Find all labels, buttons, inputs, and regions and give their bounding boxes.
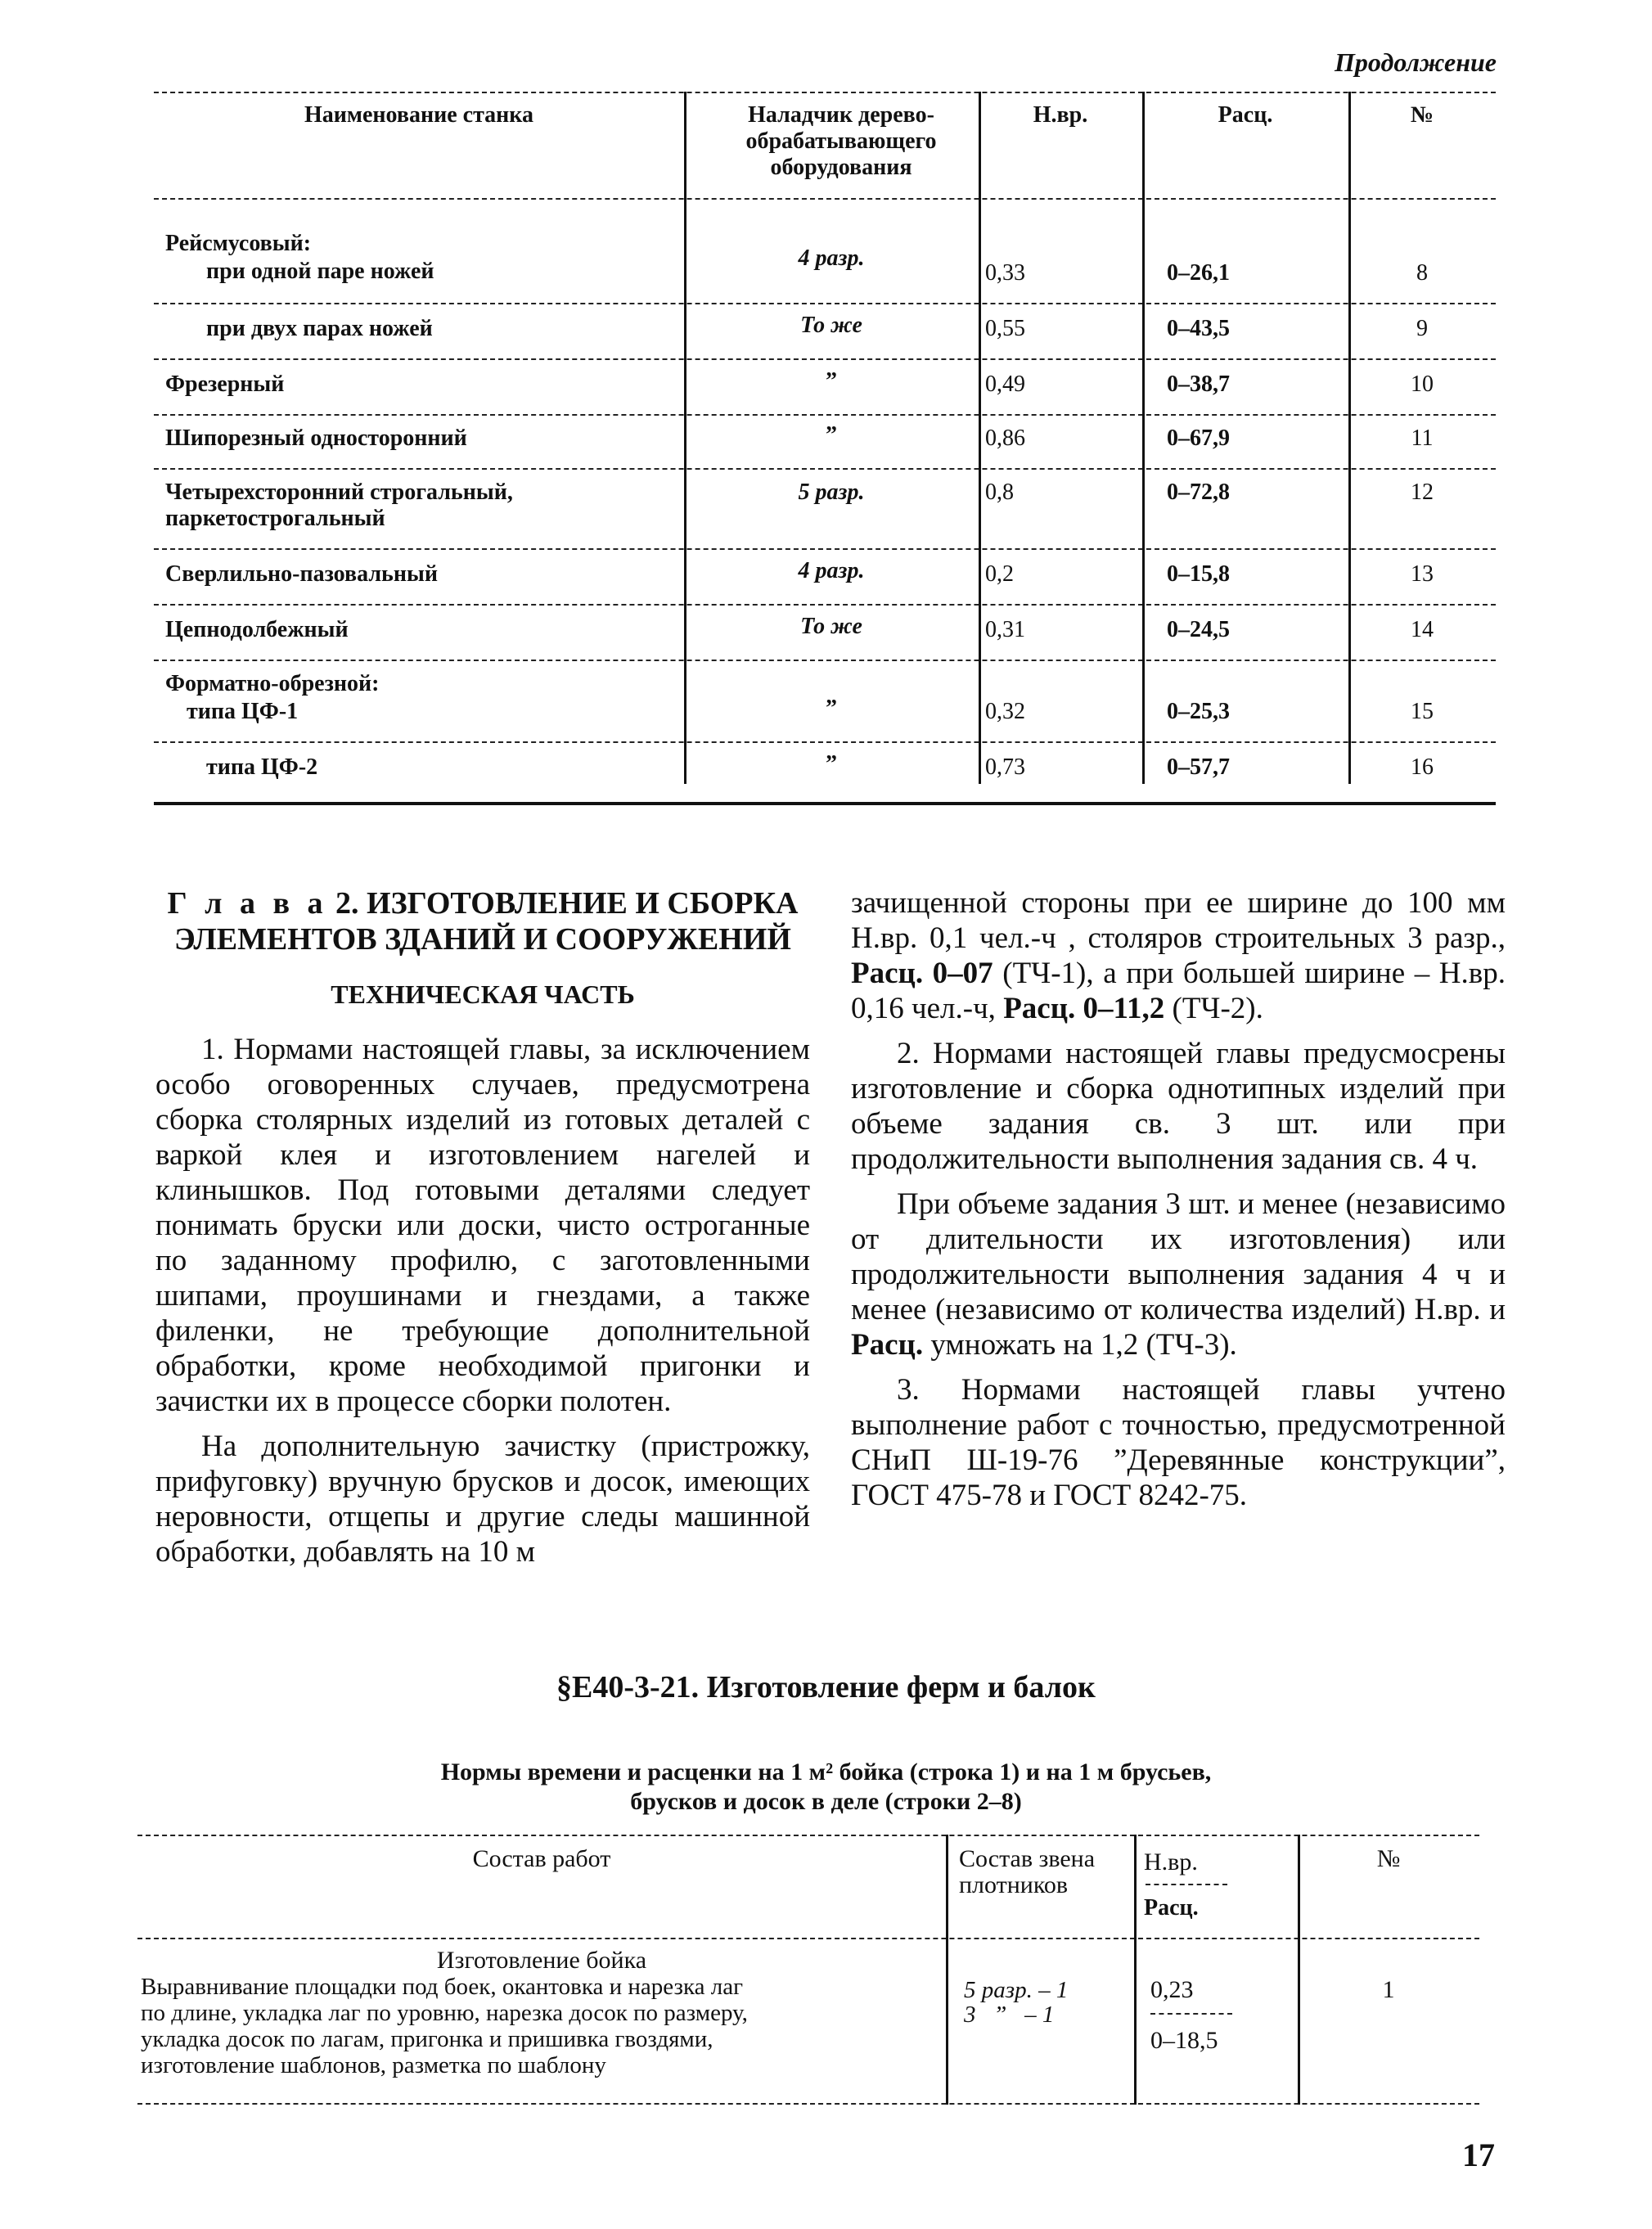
row-nvr: 0,55 — [985, 316, 1025, 341]
table-rule — [154, 92, 1496, 93]
row-nvr: 0,49 — [985, 372, 1025, 397]
text-run: умножать на 1,2 (ТЧ-3). — [923, 1328, 1237, 1362]
row-nvr: 0,33 — [985, 260, 1025, 286]
paragraph: 1. Нормами настоящей главы, за исключением особо оговоренных случаев, предусмотрена сборка столярных изделий из готовых деталей с варкой клея и изготовлением нагелей и клинышков. Под готовыми деталями следует понимать бруски или доски, чисто остроганные по заданному профилю, с заготовленными шипами, проушинами и гнездами, а также филенки, не требующие дополнительной обработки, кроме необходимой пригонки и зачистки их в процессе сборки полотен. — [155, 1033, 810, 1418]
row-nvr: 0,8 — [985, 480, 1014, 505]
works-row-line: изготовление шаблонов, разметка по шаблону — [141, 2052, 606, 2078]
text-run: При объеме задания 3 шт. и менее (независимо от длительности их изготовления) или продолжительности выполнения задания 4 ч и менее (независимо от количества изделий) Н.вр. и — [851, 1187, 1506, 1326]
section-subtitle-line2: брусков и досок в деле (строки 2–8) — [630, 1788, 1022, 1815]
table-rule — [137, 2103, 1479, 2105]
left-column — [155, 885, 810, 1579]
crew-line: 3 ” – 1 — [964, 2002, 1055, 2028]
row-worker: ” — [826, 751, 837, 777]
row-no: 13 — [1411, 561, 1434, 587]
paragraph: 2. Нормами настоящей главы предусмосрены изготовление и сборка однотипных изделий при объеме задания св. 3 шт. или при продолжительности выполнения задания св. 4 ч. — [851, 1037, 1506, 1176]
row-worker: ” — [826, 368, 837, 394]
fraction-rule — [1150, 2013, 1232, 2015]
row-rasc: 0–72,8 — [1167, 480, 1230, 505]
text-run: зачищенной стороны при ее ширине до 100 мм Н.вр. 0,1 чел.-ч , столяров строительных 3 разр., — [851, 886, 1506, 955]
section-subtitle — [0, 1758, 1652, 1817]
row-name: Цепнодолбежный — [165, 617, 349, 642]
chapter-title-line2: ЭЛЕМЕНТОВ ЗДАНИЙ И СООРУЖЕНИЙ — [174, 922, 791, 957]
right-column — [851, 885, 1506, 1523]
header-rasc: Расц. — [1218, 102, 1273, 128]
header-worker: Наладчик дерево- обрабатывающего оборудования — [745, 102, 937, 180]
column-divider — [1298, 1835, 1300, 2105]
works-row-line: укладка досок по лагам, пригонка и пришивка гвоздями, — [141, 2026, 713, 2052]
row-rasc: 0–67,9 — [1167, 426, 1230, 451]
header-no: № — [1376, 1845, 1401, 1872]
continuation-label: Продолжение — [1335, 47, 1497, 77]
row-name: Сверлильно-пазовальный — [165, 561, 438, 587]
machine-table — [154, 82, 1496, 810]
row-name: Форматно-обрезной: — [165, 671, 380, 696]
header-crew: Состав звена плотников — [959, 1845, 1096, 1898]
chapter-title-line1: 2. ИЗГОТОВЛЕНИЕ И СБОРКА — [335, 886, 799, 921]
row-rasc: 0–38,7 — [1167, 372, 1230, 397]
table-rule — [154, 198, 1496, 200]
row-no: 15 — [1411, 699, 1434, 724]
row-name: при двух парах ножей — [206, 316, 433, 341]
row-nvr: 0,23 — [1150, 1976, 1194, 2003]
header-rasc: Расц. — [1144, 1895, 1199, 1921]
row-no: 12 — [1411, 480, 1434, 505]
paragraph — [851, 885, 1506, 1026]
header-name: Наименование станка — [304, 102, 534, 128]
row-nvr: 0,86 — [985, 426, 1025, 451]
row-rasc: 0–24,5 — [1167, 617, 1230, 642]
rate-ref: Расц. — [851, 1328, 924, 1362]
row-nvr: 0,73 — [985, 754, 1025, 780]
table-rule — [137, 1938, 1479, 1939]
works-row-title: Изготовление бойка — [436, 1947, 647, 1974]
table-rule — [154, 358, 1496, 360]
row-no: 14 — [1411, 617, 1434, 642]
row-nvr: 0,31 — [985, 617, 1025, 642]
table-rule — [154, 414, 1496, 416]
row-worker: ” — [826, 696, 837, 721]
row-rasc: 0–25,3 — [1167, 699, 1230, 724]
row-worker: То же — [800, 614, 862, 639]
section-title: §Е40-3-21. Изготовление ферм и балок — [556, 1670, 1096, 1704]
paragraph: На дополнительную зачистку (пристрожку, прифуговку) вручную брусков и досок, имеющих неровности, отщепы и другие следы машинной обработки, добавлять на 10 м — [155, 1430, 810, 1569]
row-name: Фрезерный — [165, 372, 285, 397]
header-no: № — [1410, 102, 1434, 128]
works-row-line: по длине, укладка лаг по уровню, нарезка досок по размеру, — [141, 2000, 748, 2026]
row-name: Шипорезный односторонний — [165, 426, 467, 451]
section-subtitle-line1: Нормы времени и расценки на 1 м² бойка (строка 1) и на 1 м брусьев, — [440, 1758, 1212, 1785]
row-nvr: 0,2 — [985, 561, 1014, 587]
row-no: 10 — [1411, 372, 1434, 397]
row-name: Четырехсторонний строгальный, — [165, 480, 513, 505]
row-no: 1 — [1382, 1976, 1395, 2003]
works-table — [137, 1833, 1479, 2087]
paragraph: 3. Нормами настоящей главы учтено выполнение работ с точностью, предусмотренной СНиП Ш-19-76 ”Деревянные конструкции”, ГОСТ 475-78 и ГОСТ 8242-75. — [851, 1373, 1506, 1512]
row-name-detail: при одной паре ножей — [206, 259, 434, 284]
row-rasc: 0–18,5 — [1150, 2027, 1218, 2054]
rate-ref: Расц. 0–07 — [851, 957, 993, 990]
row-name-detail: типа ЦФ-1 — [187, 699, 299, 724]
table-rule — [154, 303, 1496, 304]
fraction-rule — [1146, 1884, 1227, 1885]
column-divider — [979, 92, 981, 784]
text-run: (ТЧ-1), а при большей ширине – Н.вр. 0,16 чел.-ч, — [851, 957, 1506, 1025]
column-divider — [1142, 92, 1145, 784]
header-nvr: Н.вр. — [1033, 102, 1088, 128]
crew-line: 5 разр. – 1 — [964, 1977, 1069, 2003]
row-worker: 4 разр. — [798, 245, 865, 271]
table-rule — [154, 741, 1496, 743]
row-rasc: 0–57,7 — [1167, 754, 1230, 780]
column-divider — [946, 1835, 948, 2105]
row-no: 11 — [1411, 426, 1434, 451]
row-rasc: 0–26,1 — [1167, 260, 1230, 286]
row-name: Рейсмусовый: — [165, 231, 312, 256]
table-bottom-rule — [154, 802, 1496, 805]
row-no: 8 — [1416, 260, 1428, 286]
row-rasc: 0–43,5 — [1167, 316, 1230, 341]
paragraph — [851, 1187, 1506, 1362]
header-nvr: Н.вр. — [1144, 1848, 1198, 1876]
table-rule — [154, 660, 1496, 661]
row-no: 9 — [1416, 316, 1428, 341]
page-number: 17 — [1462, 2137, 1495, 2173]
works-row-line: Выравнивание площадки под боек, окантовка и нарезка лаг — [141, 1974, 743, 2000]
rate-ref: Расц. 0–11,2 — [1003, 992, 1165, 1025]
row-name-detail: паркетострогальный — [165, 506, 385, 531]
table-rule — [154, 604, 1496, 606]
table-rule — [137, 1835, 1479, 1836]
chapter-prefix: Г л а в а — [167, 886, 328, 921]
row-worker: 4 разр. — [798, 558, 865, 583]
row-worker: То же — [800, 313, 862, 338]
table-rule — [154, 548, 1496, 550]
row-rasc: 0–15,8 — [1167, 561, 1230, 587]
chapter-title — [155, 885, 810, 957]
row-worker: ” — [826, 422, 837, 448]
row-worker: 5 разр. — [798, 480, 865, 505]
technical-part-title: ТЕХНИЧЕСКАЯ ЧАСТЬ — [331, 979, 635, 1009]
column-divider — [1134, 1835, 1137, 2105]
row-nvr: 0,32 — [985, 699, 1025, 724]
text-run: (ТЧ-2). — [1164, 992, 1263, 1025]
row-no: 16 — [1411, 754, 1434, 780]
row-name: типа ЦФ-2 — [206, 754, 318, 780]
header-works: Состав работ — [472, 1845, 611, 1872]
table-rule — [154, 468, 1496, 470]
